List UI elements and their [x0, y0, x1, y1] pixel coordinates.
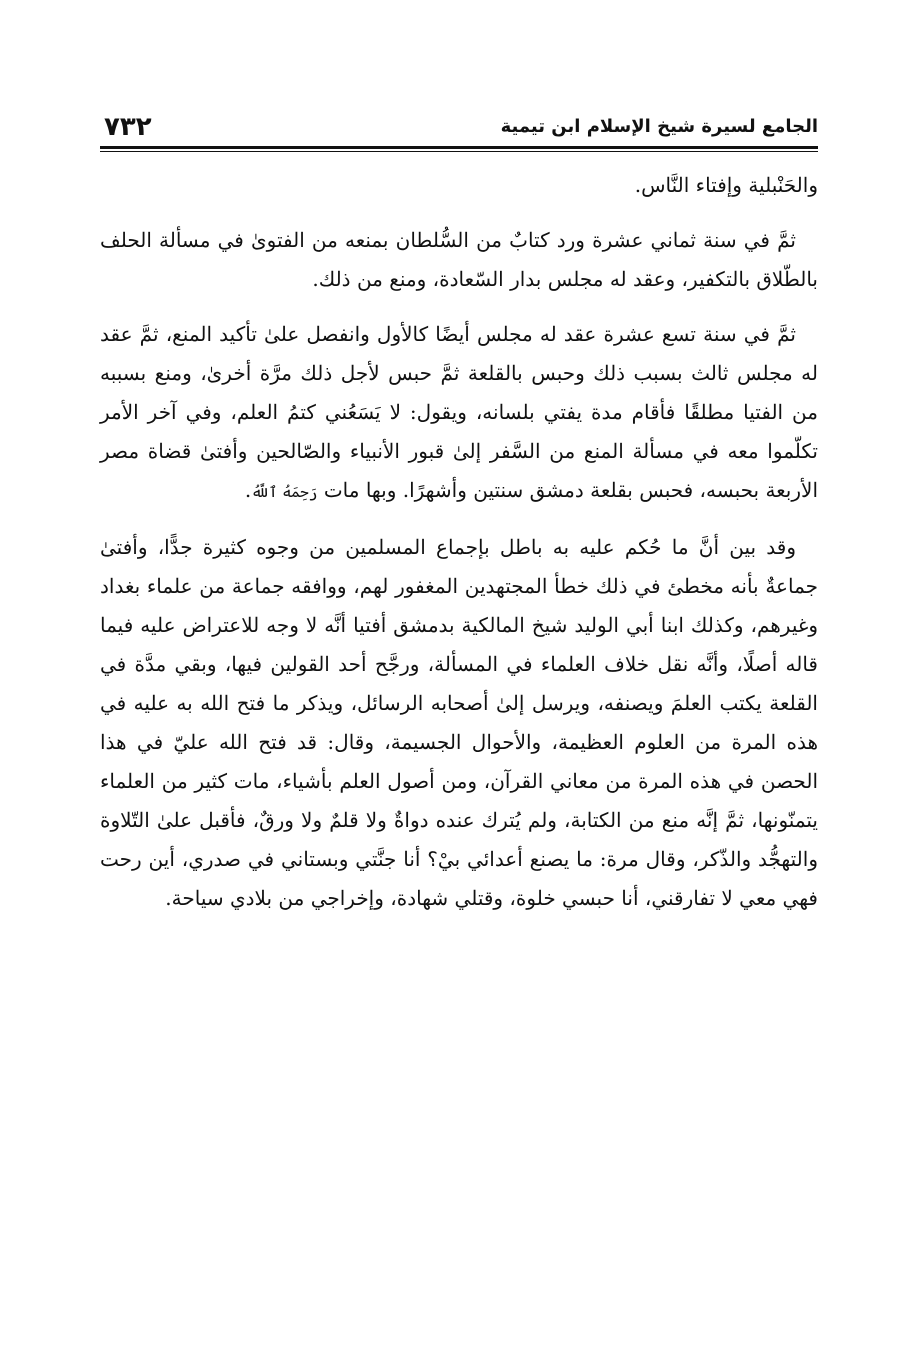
- book-page: [100, 110, 818, 910]
- paragraph-2: ثمَّ في سنة ثماني عشرة ورد كتابٌ من السُّلطان بمنعه من الفتوىٰ في مسألة الحلف بالطّلاق بالتكفير، وعقد له مجلس بدار السّعادة، ومنع من ذلك.: [100, 228, 818, 291]
- header-rule-thick: [100, 146, 818, 149]
- page-number: ٧٣٢: [104, 112, 152, 142]
- body-text: [100, 166, 818, 934]
- paragraph-1: والحَنْبلية وإفتاء النَّاس.: [634, 173, 818, 197]
- paragraph-3: ثمَّ في سنة تسع عشرة عقد له مجلس أيضًا كالأول وانفصل علىٰ تأكيد المنع، ثمَّ عقد له مجلس ثالث بسبب ذلك وحبس بالقلعة ثمَّ حبس لأجل ذلك مرَّة أخرىٰ، ومنع بسببه من الفتيا مطلقًا فأقام مدة يفتي بلسانه، ويقول: لا يَسَعُني كتمُ العلم، وفي آخر الأمر تكلّموا معه في مسألة المنع من السَّفر إلىٰ قبور الأنبياء والصّالحين وأفتىٰ قضاة مصر الأربعة بحبسه، فحبس بقلعة دمشق سنتين وأشهرًا. وبها مات رَحِمَهُ ٱللَّهُ.: [100, 322, 818, 502]
- paragraph-4: وقد بين أنَّ ما حُكم عليه به باطل بإجماع المسلمين من وجوه كثيرة جدًّا، وأفتىٰ جماعةٌ بأنه مخطئ في ذلك خطأ المجتهدين المغفور لهم، ووافقه جماعة من علماء بغداد وغيرهم، وكذلك ابنا أبي الوليد شيخ المالكية بدمشق أفتيا أنَّه لا وجه للاعتراض عليه فيما قاله أصلًا، وأنَّه نقل خلاف العلماء في المسألة، ورجَّح أحد القولين فيها، وبقي مدَّة في القلعة يكتب العلمَ ويصنفه، ويرسل إلىٰ أصحابه الرسائل، ويذكر ما فتح الله به عليه في هذه المرة من العلوم العظيمة، والأحوال الجسيمة، وقال: قد فتح الله عليّ في هذا الحصن في هذه المرة من معاني القرآن، ومن أصول العلم بأشياء، مات كثير من العلماء يتمنّونها، ثمَّ إنَّه منع من الكتابة، ولم يُترك عنده دواةٌ ولا قلمٌ ولا ورقٌ، فأقبل علىٰ التّلاوة والتهجُّد والذّكر، وقال مرة: ما يصنع أعدائي بيْ؟ أنا جنَّتي وبستاني في صدري، أين رحت فهي معي لا تفارقني، أنا حبسي خلوة، وقتلي شهادة، وإخراجي من بلادي سياحة.: [100, 535, 818, 910]
- running-title: الجامع لسيرة شيخ الإسلام ابن تيمية: [500, 116, 818, 137]
- paragraph-3-text: ثمَّ في سنة تسع عشرة عقد له مجلس أيضًا كالأول وانفصل علىٰ تأكيد المنع، ثمَّ عقد له مجلس ثالث بسبب ذلك وحبس بالقلعة ثمَّ حبس لأجل ذلك مرَّة أخرىٰ، ومنع بسببه من الفتيا مطلقًا فأقام مدة يفتي بلسانه، ويقول: لا يَسَعُني كتمُ العلم، وفي آخر الأمر تكلّموا معه في مسألة المنع من السَّفر إلىٰ قبور الأنبياء والصّالحين وأفتىٰ قضاة مصر الأربعة بحبسه، فحبس بقلعة دمشق سنتين وأشهرًا. وبها مات: [100, 322, 818, 502]
- header-rule-thin: [100, 151, 818, 152]
- honorific-glyph: رَحِمَهُ ٱللَّهُ: [251, 483, 318, 501]
- page-header: [100, 110, 818, 146]
